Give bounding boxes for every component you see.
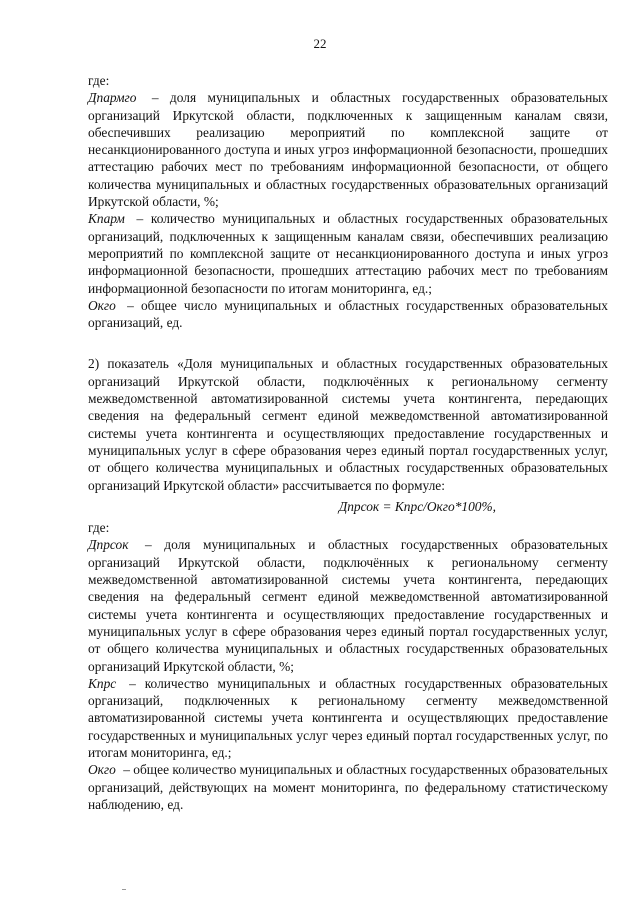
definition-kparm [88, 210, 608, 296]
symbol-okgo: Окго [88, 762, 116, 778]
definition-text: – количество муниципальных и областных государственных образовательных организаций, подключенных к региональному сегменту межведомственной автоматизированной системы учета контингента и осуществляющих предоставление государственных и муниципальных услуг через единый портал государственных услуг, по итогам мониторинга, ед.; [88, 675, 608, 760]
definition-dparmgo [88, 89, 608, 210]
symbol-okgo: Окго [88, 297, 116, 313]
definition-kprs [88, 675, 608, 761]
definition-text: – общее количество муниципальных и областных государственных образовательных организаций, действующих на момент мониторинга, по федеральному статистическому наблюдению, ед. [88, 762, 608, 812]
formula: Дпрсок = Кпрс/Окго*100%, [338, 498, 496, 514]
where-label: где: [88, 73, 110, 88]
where-label-2: где: [88, 520, 110, 536]
definition-okgo [88, 297, 608, 332]
indicator-2-paragraph: 2) показатель «Доля муниципальных и областных государственных образовательных организаций Иркутской области, подключённых к региональному сегменту межведомственной автоматизированной системы учета контингента, передающих сведения на федеральный сегмент единой межведомственной автоматизированной системы учета контингента и осуществляющих предоставление государственных и муниципальных услуг в сфере образования через единый портал государственных услуг, от общего количества муниципальных и областных государственных образовательных организаций Иркутской области» рассчитывается по формуле: [88, 356, 608, 493]
section-gap [88, 331, 608, 355]
symbol-dprsok: Дпрсок [88, 537, 129, 553]
definition-text: – доля муниципальных и областных государственных образовательных организаций Иркутской области, подключенных к защищенным каналам связи, обеспечивших реализацию мероприятий по комплексной защите от несанкционированного доступа и иных угроз информационной безопасности, прошедших аттестацию рабочих мест по требованиям информационной безопасности, от общего количества муниципальных и областных государственных образовательных организаций Иркутской области, %; [88, 90, 608, 210]
symbol-kparm: Кпарм [88, 211, 125, 227]
symbol-dparmgo: Дпармго [88, 90, 137, 106]
document-body [88, 68, 608, 813]
scan-mark [122, 889, 126, 890]
symbol-kprs: Кпрс [88, 675, 117, 691]
definition-dprsok [88, 536, 608, 674]
definition-okgo-2 [88, 761, 608, 813]
definition-text: – доля муниципальных и областных государственных образовательных организаций Иркутской области, подключённых к региональному сегменту межведомственной автоматизированной системы учета контингента, передающих сведения на федеральный сегмент единой межведомственной автоматизированной системы учета контингента и осуществляющих предоставление государственных и муниципальных услуг в сфере образования через единый портал государственных услуг, от общего количества муниципальных и областных государственных образовательных организаций Иркутской области, %; [88, 537, 608, 674]
page-number: 22 [313, 36, 327, 51]
definition-text: – общее число муниципальных и областных государственных образовательных организаций, ед. [88, 297, 608, 331]
definition-text: – количество муниципальных и областных государственных образовательных организаций, подключенных к защищенным каналам связи, обеспечивших реализацию мероприятий по комплексной защите от несанкционированного доступа и иных угроз информационной безопасности, прошедших аттестацию рабочих мест по требованиям информационной безопасности по итогам мониторинга, ед.; [88, 211, 608, 296]
